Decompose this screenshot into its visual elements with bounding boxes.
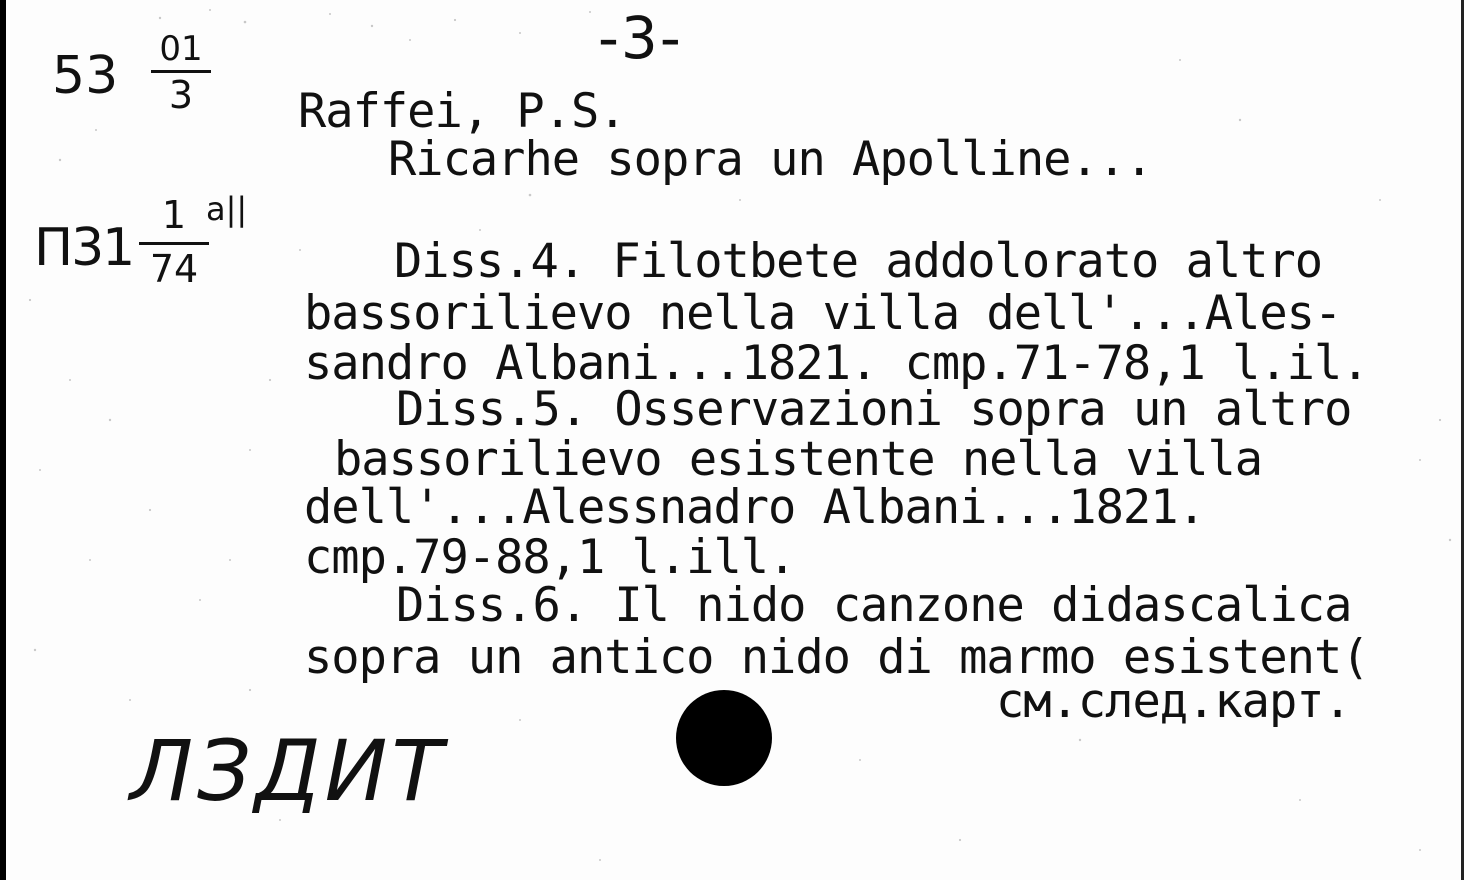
entry-line-2: bassorilievo nella villa dell'...Ales-	[304, 286, 1342, 341]
shelf-mark-numerator: 1	[161, 193, 187, 237]
shelf-mark-main: П31	[34, 218, 134, 278]
entry-line-4: Diss.5. Osservazioni sopra un altro	[396, 382, 1352, 437]
shelf-mark-denominator: 74	[149, 247, 199, 291]
entry-line-6: dell'...Alessnadro Albani...1821.	[304, 480, 1205, 535]
handwritten-note: ЛЗДИТ	[130, 722, 447, 820]
entry-line-8: Diss.6. Il nido canzone didascalica	[396, 578, 1352, 633]
continued-note: см.след.карт.	[996, 674, 1351, 729]
entry-line-5: bassorilievo esistente nella villa	[334, 432, 1263, 487]
card-edge-left	[0, 0, 6, 880]
entry-line-7: cmp.79-88,1 l.ill.	[304, 530, 796, 585]
entry-title: Ricarhe sopra un Apolline...	[388, 132, 1153, 187]
page-number: -3-	[598, 4, 683, 72]
entry-line-9: sopra un antico nido di marmo esistent(	[304, 630, 1369, 685]
call-number-numerator: 01	[159, 29, 203, 69]
entry-line-1: Diss.4. Filotbete addolorato altro	[394, 234, 1323, 289]
call-number-fraction	[146, 30, 216, 115]
entry-line-3: sandro Albani...1821. cmp.71-78,1 l.il.	[304, 336, 1369, 391]
shelf-mark-fraction	[136, 194, 212, 289]
entry-author: Raffei, P.S.	[298, 84, 626, 139]
call-number-denominator: 3	[168, 73, 194, 117]
call-number-main: 53	[52, 46, 119, 106]
punch-hole	[676, 690, 772, 786]
shelf-mark-superscript: a||	[206, 190, 248, 228]
